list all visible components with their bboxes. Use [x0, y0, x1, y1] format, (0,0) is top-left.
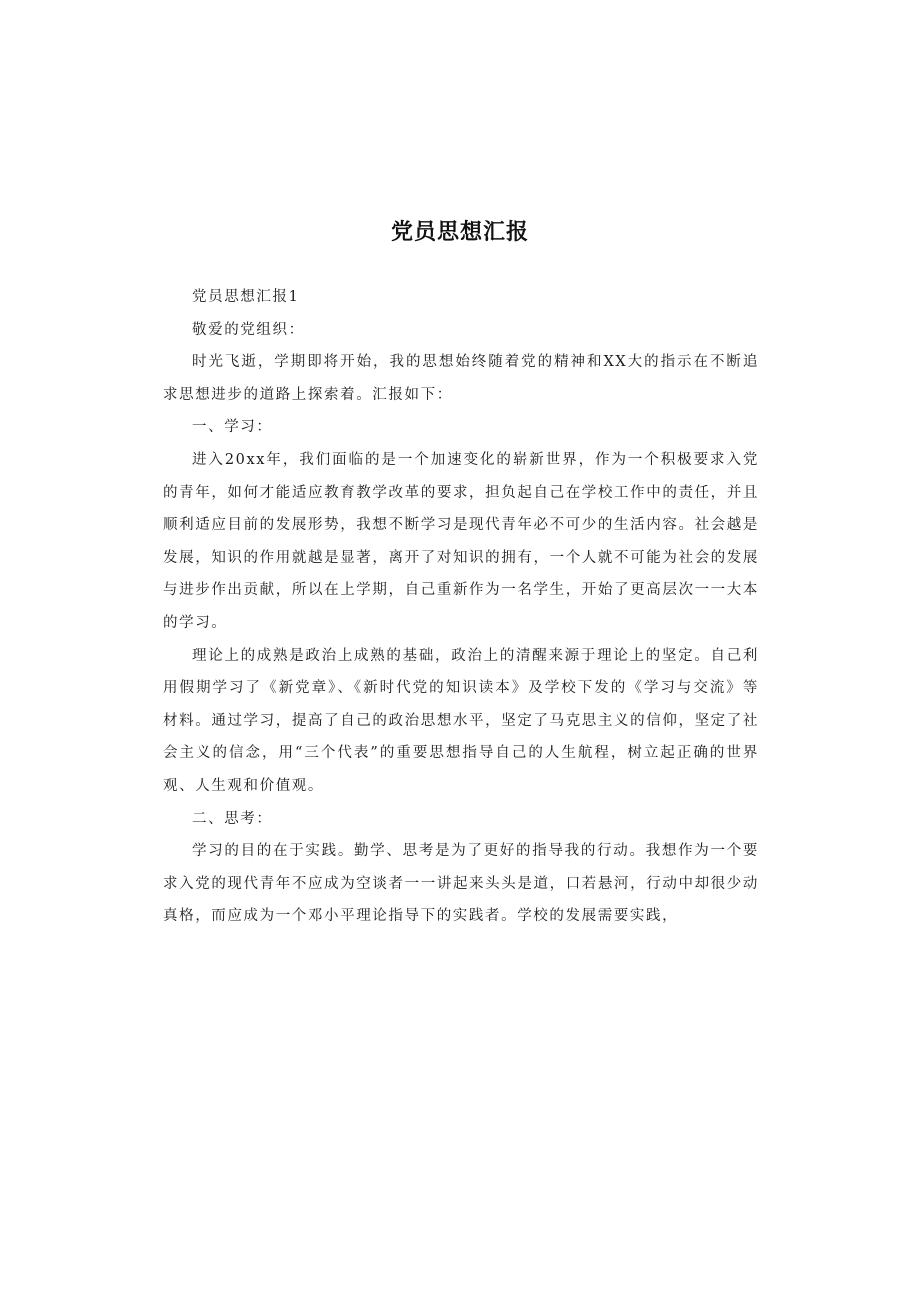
document-title: 党员思想汇报 [390, 220, 529, 245]
document-body [163, 281, 759, 933]
report-heading: 党员思想汇报1 [192, 289, 300, 305]
salutation: 敬爱的党组织： [192, 321, 305, 338]
study-paragraph-2: 理论上的成熟是政治上成熟的基础，政治上的清醒来源于理论上的坚定。自己利用假期学习了《新党章》、《新时代党的知识读本》及学校下发的《学习与交流》等材料。通过学习，提高了自己的政治思想水平，坚定了马克思主义的信仰，坚定了社会主义的信念，用“三个代表”的重要思想指导自己的人生航程，树立起正确的世界观、人生观和价值观。 [163, 647, 759, 794]
thinking-paragraph-1: 学习的目的在于实践。勤学、思考是为了更好的指导我的行动。我想作为一个要求入党的现代青年不应成为空谈者一一讲起来头头是道，口若悬河，行动中却很少动真格，而应成为一个邓小平理论指导下的实践者。学校的发展需要实践， [163, 843, 759, 925]
study-paragraph-1: 进入20xx年，我们面临的是一个加速变化的崭新世界，作为一个积极要求入党的青年，如何才能适应教育教学改革的要求，担负起自己在学校工作中的责任，并且顺利适应目前的发展形势，我想不断学习是现代青年必不可少的生活内容。社会越是发展，知识的作用就越是显著，离开了对知识的拥有，一个人就不可能为社会的发展与进步作出贡献，所以在上学期，自己重新作为一名学生，开始了更高层次一一大本的学习。 [163, 451, 759, 631]
intro-paragraph: 时光飞逝，学期即将开始，我的思想始终随着党的精神和XX大的指示在不断追求思想进步的道路上探索着。汇报如下： [163, 354, 759, 403]
section-heading-thinking: 二、思考： [192, 810, 273, 827]
section-heading-study: 一、学习： [192, 419, 273, 436]
